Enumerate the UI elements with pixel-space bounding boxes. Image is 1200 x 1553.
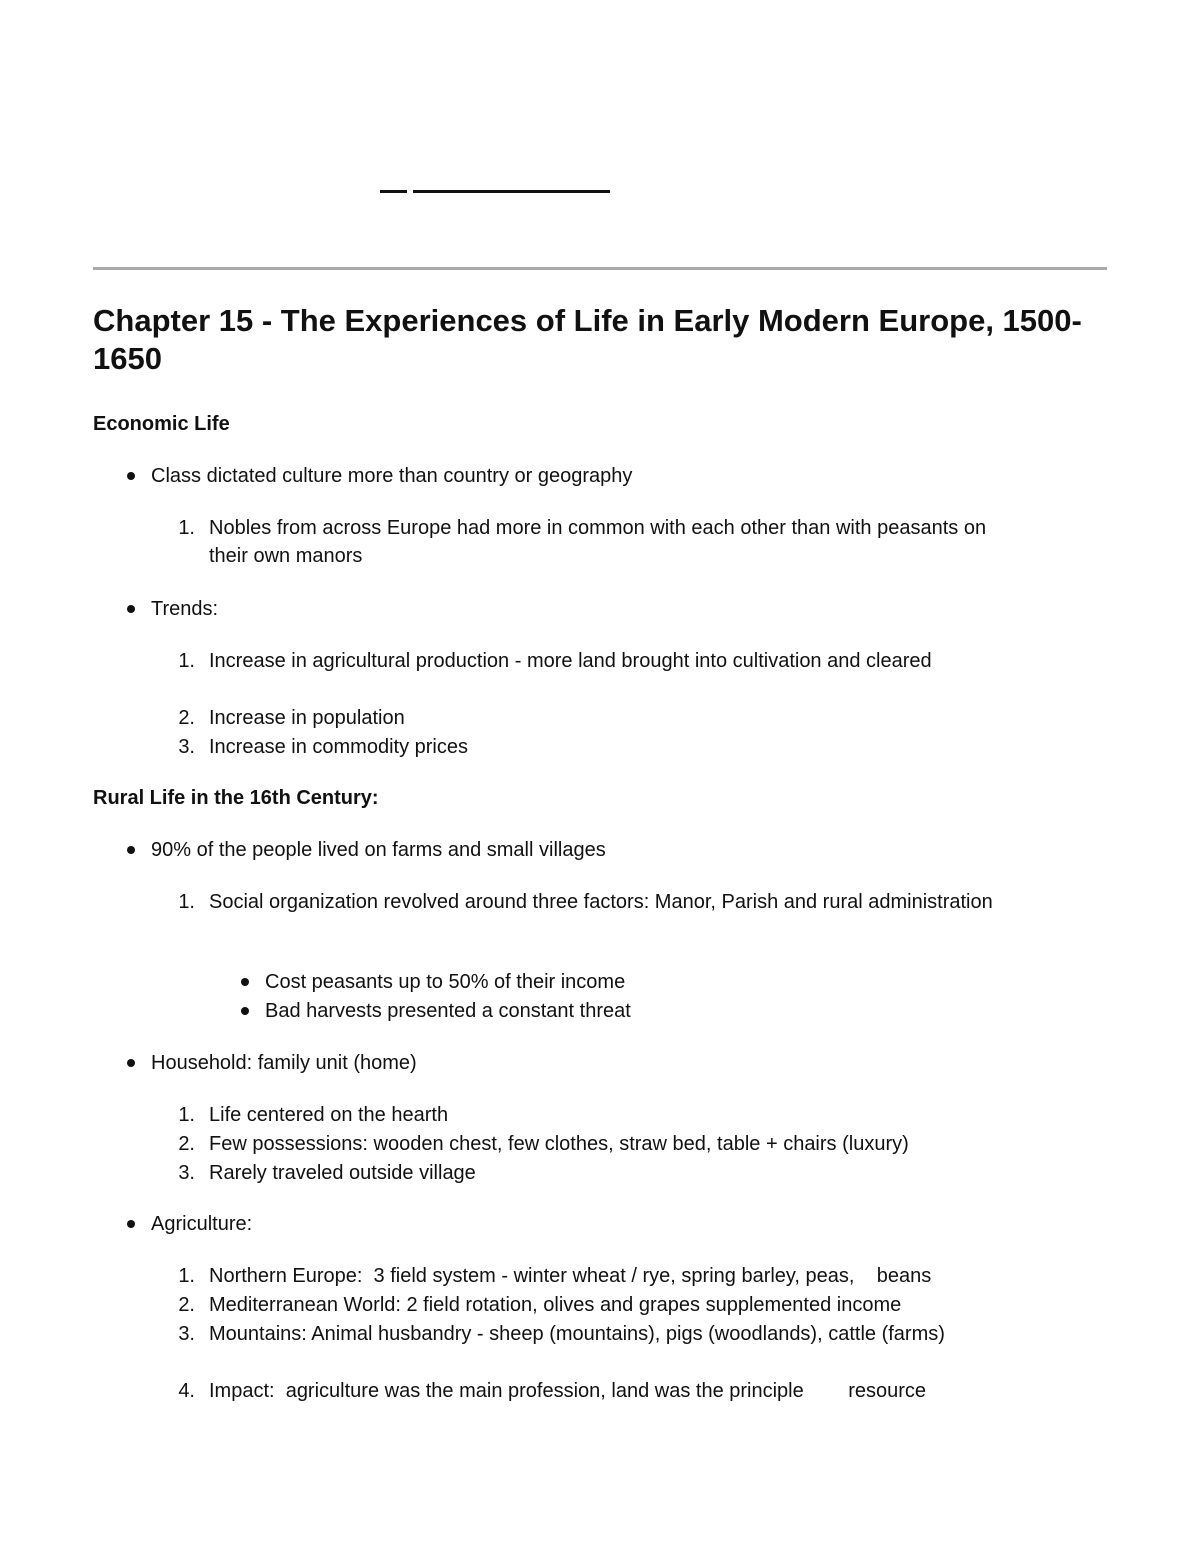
list-number: 1. xyxy=(178,650,195,672)
list-number: 3. xyxy=(178,1162,195,1184)
list-text: Nobles from across Europe had more in common with each other than with peasants on their own manors xyxy=(209,517,987,567)
bullet-dot xyxy=(241,978,249,986)
bullet-dot xyxy=(127,605,135,613)
list-text: Rarely traveled outside village xyxy=(209,1162,476,1184)
bullet-text: Agriculture: xyxy=(151,1213,253,1235)
list-number: 3. xyxy=(178,1323,195,1345)
name-blank-line-short xyxy=(380,190,407,193)
section-heading-economic-life: Economic Life xyxy=(93,413,230,435)
list-number: 2. xyxy=(178,1294,195,1316)
bullet-dot xyxy=(127,1220,135,1228)
bullet-text: Class dictated culture more than country or geography xyxy=(151,465,633,487)
bullet-text: Trends: xyxy=(151,598,219,620)
list-text: Impact: agriculture was the main profession, land was the principle resource xyxy=(209,1380,927,1402)
list-text: Increase in agricultural production - more land brought into cultivation and cleared xyxy=(209,650,932,672)
list-text: Mediterranean World: 2 field rotation, olives and grapes supplemented income xyxy=(209,1294,902,1316)
list-text: Mountains: Animal husbandry - sheep (mountains), pigs (woodlands), cattle (farms) xyxy=(209,1323,945,1345)
list-text: Few possessions: wooden chest, few clothes, straw bed, table + chairs (luxury) xyxy=(209,1133,909,1155)
name-blank-line xyxy=(413,190,610,193)
bullet-dot xyxy=(127,846,135,854)
bullet-dot xyxy=(127,1059,135,1067)
list-text: Northern Europe: 3 field system - winter wheat / rye, spring barley, peas, beans xyxy=(209,1265,932,1287)
horizontal-rule xyxy=(93,267,1107,270)
bullet-text: Household: family unit (home) xyxy=(151,1052,417,1074)
list-text: Increase in commodity prices xyxy=(209,736,468,758)
bullet-dot xyxy=(127,472,135,480)
list-number: 1. xyxy=(178,517,195,539)
section-heading-rural-life: Rural Life in the 16th Century: xyxy=(93,787,379,809)
list-number: 1. xyxy=(178,891,195,913)
list-number: 1. xyxy=(178,1265,195,1287)
list-text: Social organization revolved around three factors: Manor, Parish and rural administration xyxy=(209,891,993,913)
sub-bullet-text: Bad harvests presented a constant threat xyxy=(265,1000,631,1022)
bullet-dot xyxy=(241,1007,249,1015)
list-number: 4. xyxy=(178,1380,195,1402)
bullet-text: 90% of the people lived on farms and small villages xyxy=(151,839,606,861)
list-text: Life centered on the hearth xyxy=(209,1104,449,1126)
chapter-title: Chapter 15 - The Experiences of Life in Early Modern Europe, 1500-1650 xyxy=(93,303,1082,376)
list-number: 1. xyxy=(178,1104,195,1126)
list-number: 3. xyxy=(178,736,195,758)
list-number: 2. xyxy=(178,1133,195,1155)
list-number: 2. xyxy=(178,707,195,729)
sub-bullet-text: Cost peasants up to 50% of their income xyxy=(265,971,626,993)
list-text: Increase in population xyxy=(209,707,405,729)
